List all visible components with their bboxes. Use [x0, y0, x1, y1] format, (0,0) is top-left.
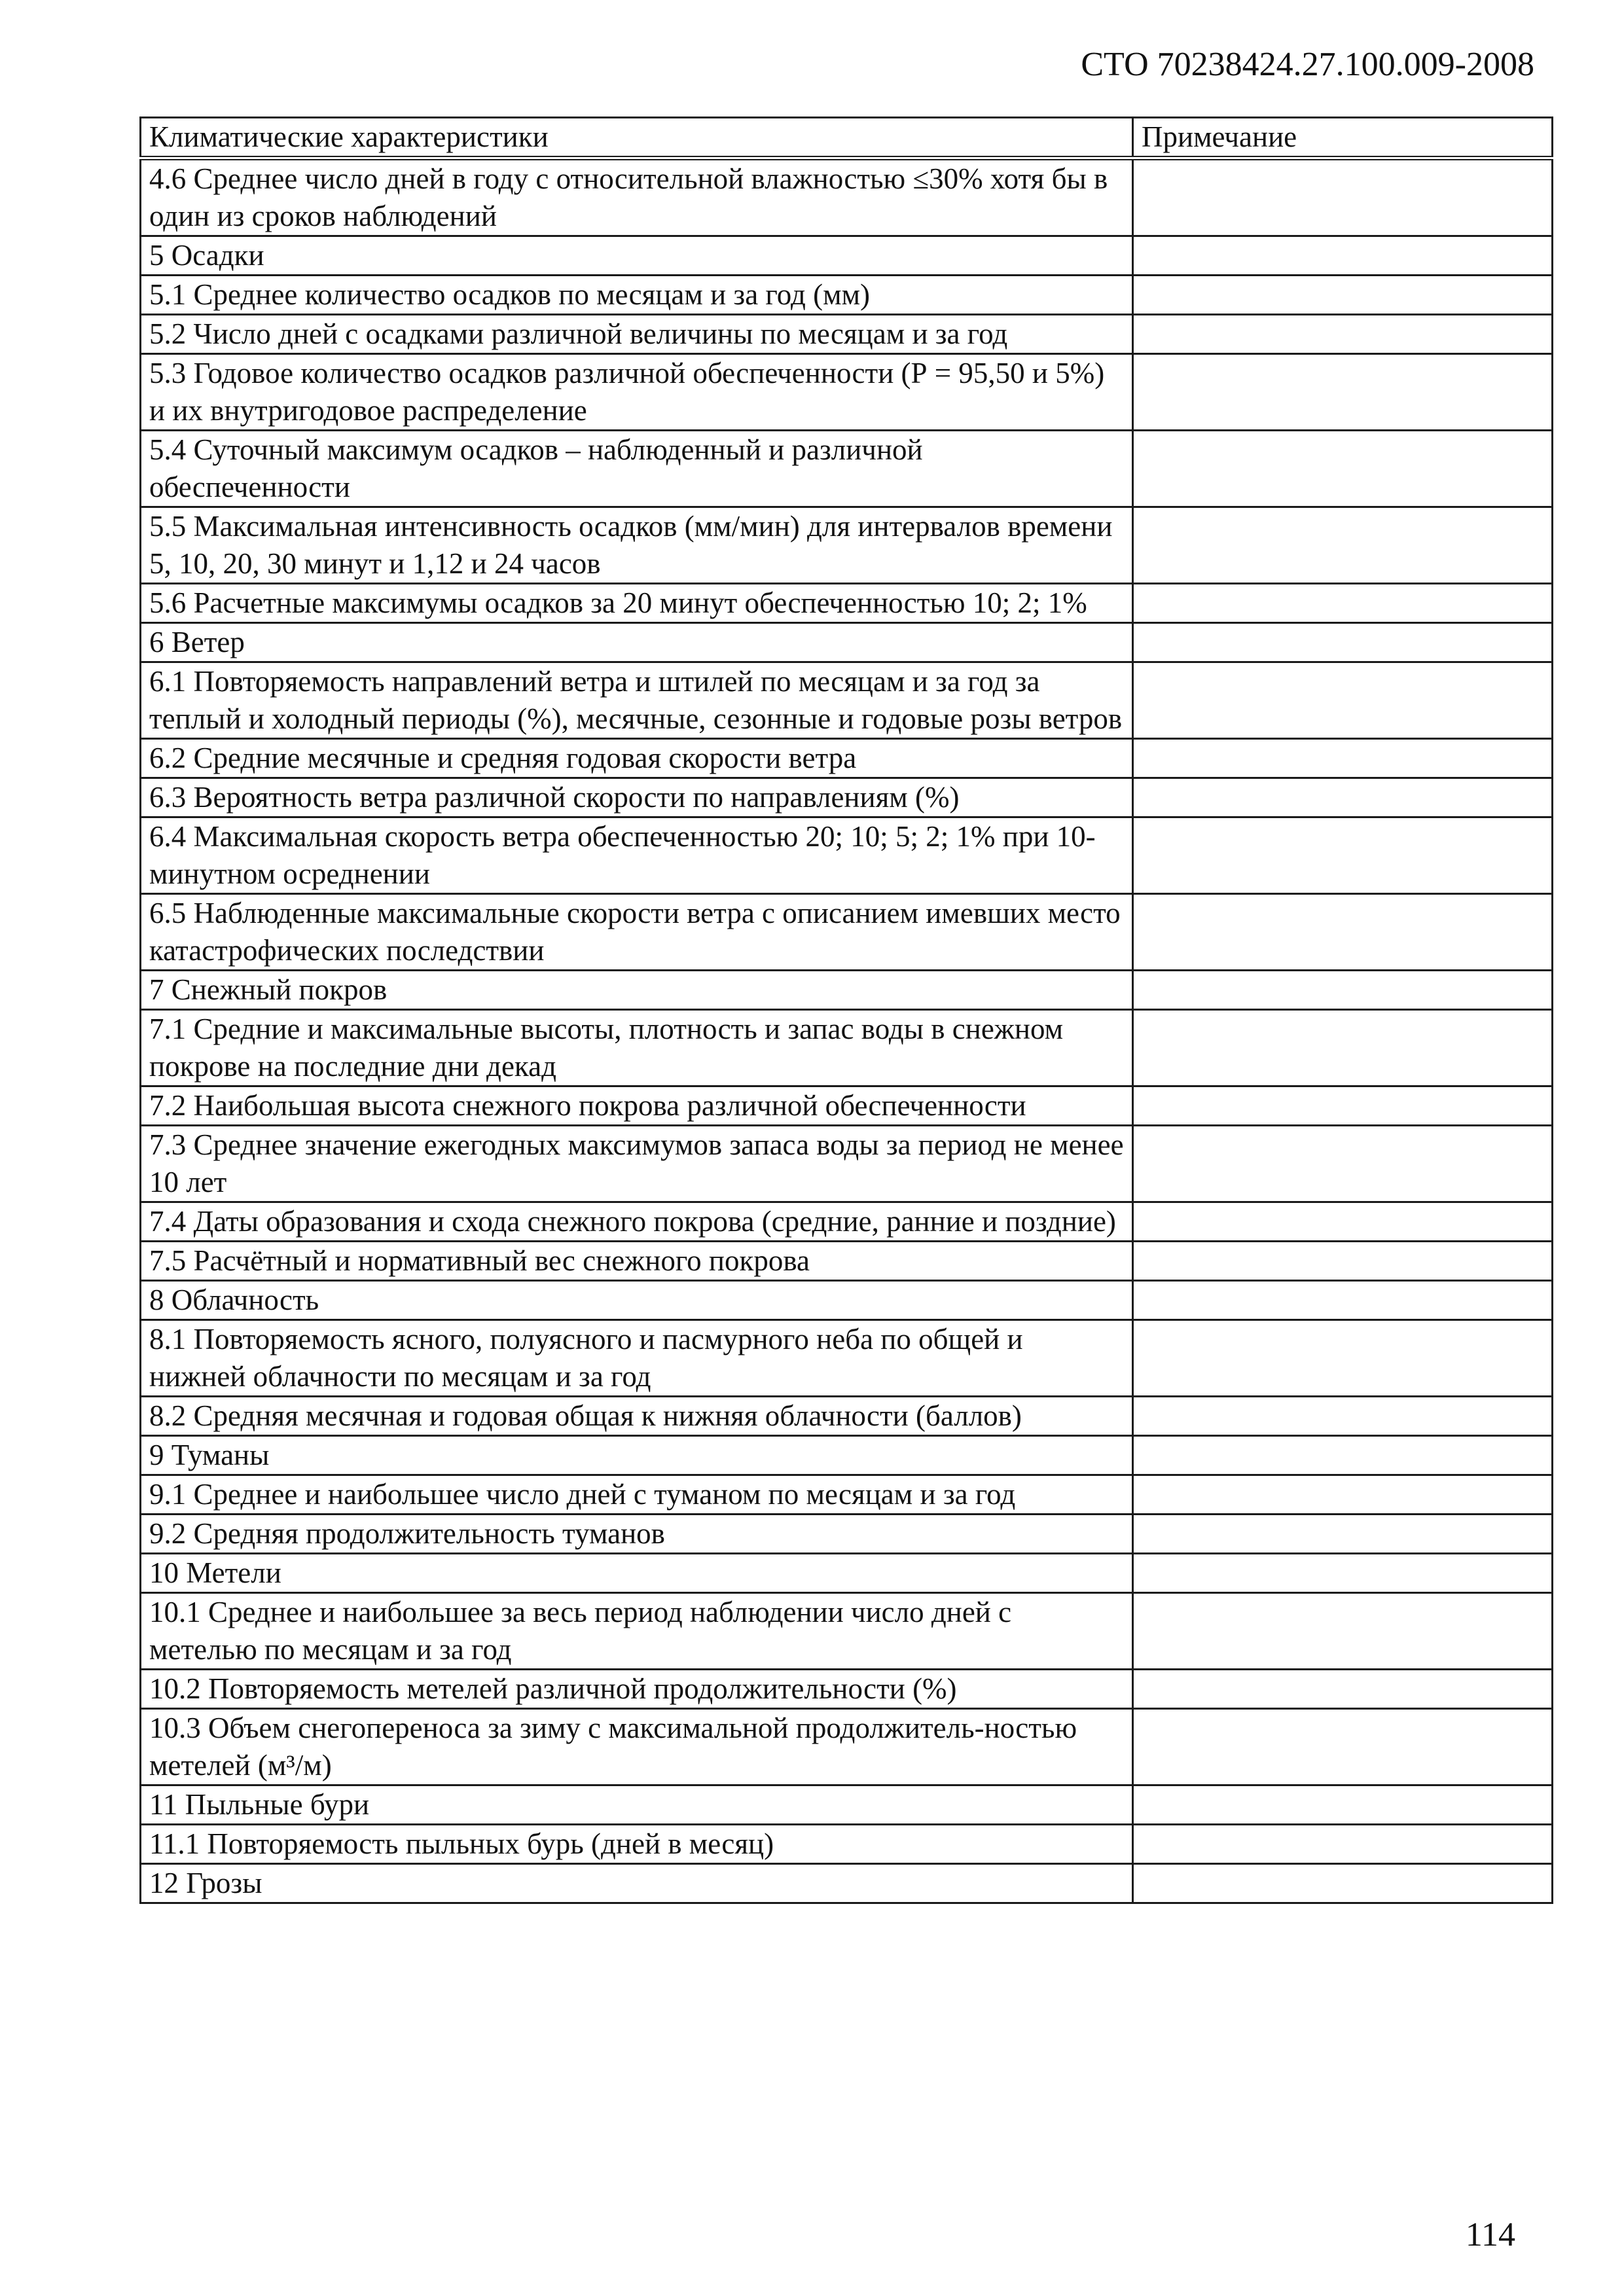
note-cell [1133, 431, 1553, 507]
table-row [141, 1126, 1553, 1202]
characteristic-cell: 6 Ветер [141, 623, 1133, 662]
note-cell [1133, 315, 1553, 354]
note-cell [1133, 354, 1553, 431]
table-row [141, 894, 1553, 971]
characteristic-cell: 11 Пыльные бури [141, 1785, 1133, 1825]
note-cell [1133, 817, 1553, 894]
characteristic-cell: 7.5 Расчётный и нормативный вес снежного покрова [141, 1242, 1133, 1281]
characteristic-cell: 6.2 Средние месячные и средняя годовая скорости ветра [141, 739, 1133, 778]
note-cell [1133, 662, 1553, 739]
table-row [141, 584, 1553, 623]
characteristic-cell: 7 Снежный покров [141, 971, 1133, 1010]
note-cell [1133, 276, 1553, 315]
characteristic-cell: 6.4 Максимальная скорость ветра обеспеченностью 20; 10; 5; 2; 1% при 10-минутном осреднении [141, 817, 1133, 894]
characteristic-cell: 9.1 Среднее и наибольшее число дней с туманом по месяцам и за год [141, 1475, 1133, 1515]
characteristic-cell: 5.6 Расчетные максимумы осадков за 20 минут обеспеченностью 10; 2; 1% [141, 584, 1133, 623]
characteristic-cell: 4.6 Среднее число дней в году с относительной влажностью ≤30% хотя бы в один из сроков наблюдений [141, 158, 1133, 236]
characteristic-cell: 8 Облачность [141, 1281, 1133, 1320]
characteristic-cell: 6.5 Наблюденные максимальные скорости ветра с описанием имевших место катастрофических последствии [141, 894, 1133, 971]
document-code: СТО 70238424.27.100.009-2008 [1081, 46, 1534, 83]
note-cell [1133, 1281, 1553, 1320]
note-cell [1133, 1010, 1553, 1086]
table-row [141, 276, 1553, 315]
table-row [141, 1709, 1553, 1785]
note-cell [1133, 1515, 1553, 1554]
note-cell [1133, 1436, 1553, 1475]
note-cell [1133, 1126, 1553, 1202]
table-row [141, 1515, 1553, 1554]
climate-characteristics-table [139, 117, 1553, 1904]
table-row [141, 1086, 1553, 1126]
note-cell [1133, 1202, 1553, 1242]
table-row [141, 1554, 1553, 1593]
table-row [141, 354, 1553, 431]
note-cell [1133, 1593, 1553, 1670]
characteristic-cell: 6.1 Повторяемость направлений ветра и штилей по месяцам и за год за теплый и холодный периоды (%), месячные, сезонные и годовые розы ветров [141, 662, 1133, 739]
table-row [141, 1825, 1553, 1864]
characteristic-cell: 10.3 Объем снегопереноса за зиму с максимальной продолжитель-ностью метелей (м³/м) [141, 1709, 1133, 1785]
characteristic-cell: 9 Туманы [141, 1436, 1133, 1475]
characteristic-cell: 5.3 Годовое количество осадков различной обеспеченности (Р = 95,50 и 5%) и их внутригодовое распределение [141, 354, 1133, 431]
characteristic-cell: 5.1 Среднее количество осадков по месяцам и за год (мм) [141, 276, 1133, 315]
table-body [141, 158, 1553, 1903]
note-cell [1133, 1397, 1553, 1436]
characteristic-cell: 5.4 Суточный максимум осадков – наблюденный и различной обеспеченности [141, 431, 1133, 507]
table-row [141, 1202, 1553, 1242]
note-cell [1133, 894, 1553, 971]
table-row [141, 623, 1553, 662]
table-row [141, 662, 1553, 739]
characteristic-cell: 10.2 Повторяемость метелей различной продолжительности (%) [141, 1670, 1133, 1709]
table-row [141, 1785, 1553, 1825]
note-cell [1133, 1670, 1553, 1709]
characteristic-cell: 5.5 Максимальная интенсивность осадков (мм/мин) для интервалов времени 5, 10, 20, 30 минут и 1,12 и 24 часов [141, 507, 1133, 584]
table-row [141, 1010, 1553, 1086]
characteristic-cell: 7.3 Среднее значение ежегодных максимумов запаса воды за период не менее 10 лет [141, 1126, 1133, 1202]
characteristic-cell: 10 Метели [141, 1554, 1133, 1593]
table-row [141, 1670, 1553, 1709]
note-cell [1133, 971, 1553, 1010]
table-row [141, 315, 1553, 354]
note-cell [1133, 1320, 1553, 1397]
table-row [141, 1320, 1553, 1397]
note-cell [1133, 1709, 1553, 1785]
characteristic-cell: 12 Грозы [141, 1864, 1133, 1903]
note-cell [1133, 778, 1553, 817]
column-header-characteristics: Климатические характеристики [141, 118, 1133, 158]
characteristic-cell: 7.1 Средние и максимальные высоты, плотность и запас воды в снежном покрове на последние дни декад [141, 1010, 1133, 1086]
table-row [141, 236, 1553, 276]
table-row [141, 971, 1553, 1010]
column-header-note: Примечание [1133, 118, 1553, 158]
characteristic-cell: 5 Осадки [141, 236, 1133, 276]
table-row [141, 1475, 1553, 1515]
table-row [141, 1436, 1553, 1475]
characteristic-cell: 7.4 Даты образования и схода снежного покрова (средние, ранние и поздние) [141, 1202, 1133, 1242]
table-row [141, 1281, 1553, 1320]
characteristic-cell: 8.2 Средняя месячная и годовая общая к нижняя облачности (баллов) [141, 1397, 1133, 1436]
table-row [141, 431, 1553, 507]
table-row [141, 778, 1553, 817]
note-cell [1133, 1864, 1553, 1903]
note-cell [1133, 1554, 1553, 1593]
characteristic-cell: 5.2 Число дней с осадками различной величины по месяцам и за год [141, 315, 1133, 354]
note-cell [1133, 1475, 1553, 1515]
note-cell [1133, 236, 1553, 276]
table-row [141, 1242, 1553, 1281]
table-row [141, 158, 1553, 236]
note-cell [1133, 507, 1553, 584]
characteristic-cell: 9.2 Средняя продолжительность туманов [141, 1515, 1133, 1554]
table-row [141, 739, 1553, 778]
note-cell [1133, 623, 1553, 662]
characteristic-cell: 11.1 Повторяемость пыльных бурь (дней в месяц) [141, 1825, 1133, 1864]
page-number: 114 [1465, 2216, 1515, 2253]
note-cell [1133, 1825, 1553, 1864]
table-row [141, 1593, 1553, 1670]
table-row [141, 1397, 1553, 1436]
note-cell [1133, 1785, 1553, 1825]
characteristic-cell: 7.2 Наибольшая высота снежного покрова различной обеспеченности [141, 1086, 1133, 1126]
note-cell [1133, 739, 1553, 778]
table-header-row [141, 118, 1553, 158]
note-cell [1133, 158, 1553, 236]
characteristic-cell: 8.1 Повторяемость ясного, полуясного и пасмурного неба по общей и нижней облачности по месяцам и за год [141, 1320, 1133, 1397]
table-row [141, 1864, 1553, 1903]
note-cell [1133, 1086, 1553, 1126]
table-row [141, 817, 1553, 894]
table-row [141, 507, 1553, 584]
characteristic-cell: 6.3 Вероятность ветра различной скорости по направлениям (%) [141, 778, 1133, 817]
characteristic-cell: 10.1 Среднее и наибольшее за весь период наблюдении число дней с метелью по месяцам и за год [141, 1593, 1133, 1670]
note-cell [1133, 1242, 1553, 1281]
note-cell [1133, 584, 1553, 623]
